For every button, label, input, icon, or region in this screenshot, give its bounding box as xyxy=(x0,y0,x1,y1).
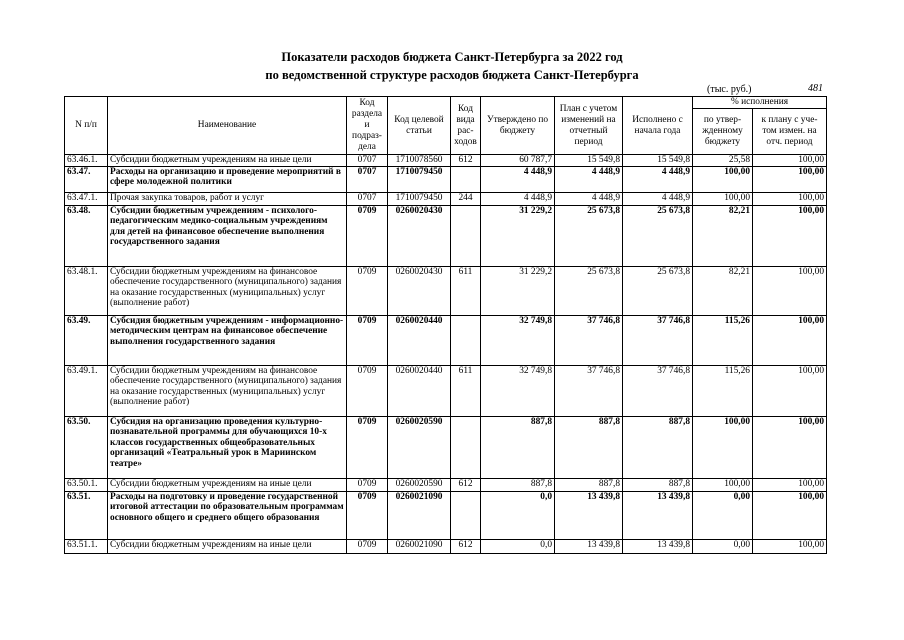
row-kind-code xyxy=(451,492,481,540)
row-target-code: 1710079450 xyxy=(388,167,451,193)
row-section-code: 0709 xyxy=(347,479,388,492)
row-section-code: 0707 xyxy=(347,155,388,167)
row-section-code: 0709 xyxy=(347,492,388,540)
row-approved: 887,8 xyxy=(481,479,555,492)
row-target-code: 0260020430 xyxy=(388,267,451,316)
budget-table xyxy=(64,96,827,554)
table-row xyxy=(65,366,827,417)
row-plan: 887,8 xyxy=(555,479,623,492)
row-num: 63.49.1. xyxy=(65,366,108,417)
title-line-1: Показатели расходов бюджета Санкт-Петербурга за 2022 год xyxy=(281,50,623,64)
row-name: Субсидии бюджетным учреждениям на иные цели xyxy=(108,155,347,167)
row-section-code: 0709 xyxy=(347,316,388,366)
row-pct-plan: 100,00 xyxy=(753,155,827,167)
row-approved: 31 229,2 xyxy=(481,206,555,267)
row-executed: 13 439,8 xyxy=(623,540,693,554)
row-section-code: 0709 xyxy=(347,366,388,417)
row-num: 63.50. xyxy=(65,417,108,479)
row-executed: 15 549,8 xyxy=(623,155,693,167)
row-target-code: 0260021090 xyxy=(388,492,451,540)
row-pct-budget: 100,00 xyxy=(693,417,753,479)
row-num: 63.49. xyxy=(65,316,108,366)
row-plan: 13 439,8 xyxy=(555,492,623,540)
row-kind-code: 611 xyxy=(451,267,481,316)
table-row xyxy=(65,267,827,316)
row-approved: 4 448,9 xyxy=(481,193,555,206)
row-pct-budget: 82,21 xyxy=(693,206,753,267)
header-name: Наименование xyxy=(108,97,347,155)
row-name: Расходы на подготовку и проведение государственной итоговой аттестации по образовательным программам основного общего и среднего общего образования xyxy=(108,492,347,540)
row-pct-plan: 100,00 xyxy=(753,366,827,417)
row-pct-budget: 100,00 xyxy=(693,193,753,206)
row-approved: 0,0 xyxy=(481,492,555,540)
row-kind-code xyxy=(451,417,481,479)
row-pct-budget: 0,00 xyxy=(693,540,753,554)
table-row xyxy=(65,206,827,267)
row-executed: 887,8 xyxy=(623,479,693,492)
row-plan: 887,8 xyxy=(555,417,623,479)
row-executed: 4 448,9 xyxy=(623,167,693,193)
row-target-code: 1710079450 xyxy=(388,193,451,206)
header-plan: План с учетом изменений на отчетный период xyxy=(555,97,623,155)
row-pct-plan: 100,00 xyxy=(753,492,827,540)
row-kind-code: 612 xyxy=(451,479,481,492)
row-executed: 25 673,8 xyxy=(623,267,693,316)
header-approved: Утверждено по бюджету xyxy=(481,97,555,155)
row-executed: 4 448,9 xyxy=(623,193,693,206)
row-plan: 37 746,8 xyxy=(555,366,623,417)
table-row xyxy=(65,492,827,540)
row-kind-code xyxy=(451,167,481,193)
table-row xyxy=(65,417,827,479)
table-body xyxy=(65,155,827,554)
row-approved: 0,0 xyxy=(481,540,555,554)
header-kind-code: Код вида рас-ходов xyxy=(451,97,481,155)
row-kind-code: 244 xyxy=(451,193,481,206)
row-num: 63.48.1. xyxy=(65,267,108,316)
header-num: N п/п xyxy=(65,97,108,155)
row-target-code: 0260020440 xyxy=(388,366,451,417)
row-section-code: 0709 xyxy=(347,540,388,554)
row-num: 63.47.1. xyxy=(65,193,108,206)
row-section-code: 0707 xyxy=(347,193,388,206)
row-name: Субсидии бюджетным учреждениям на финансовое обеспечение государственного (муниципального) задания на оказание государственных (муниципальных) услуг (выполнение работ) xyxy=(108,366,347,417)
row-plan: 25 673,8 xyxy=(555,206,623,267)
row-approved: 32 749,8 xyxy=(481,366,555,417)
row-kind-code: 611 xyxy=(451,366,481,417)
row-pct-plan: 100,00 xyxy=(753,540,827,554)
row-num: 63.46.1. xyxy=(65,155,108,167)
row-section-code: 0709 xyxy=(347,417,388,479)
row-name: Расходы на организацию и проведение мероприятий в сфере молодежной политики xyxy=(108,167,347,193)
row-approved: 32 749,8 xyxy=(481,316,555,366)
row-name: Субсидии бюджетным учреждениям на иные цели xyxy=(108,479,347,492)
row-num: 63.48. xyxy=(65,206,108,267)
row-target-code: 0260020590 xyxy=(388,479,451,492)
header-section-code: Код раздела и подраз-дела xyxy=(347,97,388,155)
title-line-2: по ведомственной структуре расходов бюджета Санкт-Петербурга xyxy=(265,68,639,82)
row-name: Прочая закупка товаров, работ и услуг xyxy=(108,193,347,206)
row-pct-plan: 100,00 xyxy=(753,417,827,479)
row-approved: 4 448,9 xyxy=(481,167,555,193)
row-pct-plan: 100,00 xyxy=(753,193,827,206)
row-pct-budget: 100,00 xyxy=(693,479,753,492)
row-executed: 25 673,8 xyxy=(623,206,693,267)
row-target-code: 0260020590 xyxy=(388,417,451,479)
row-pct-budget: 25,58 xyxy=(693,155,753,167)
row-approved: 60 787,7 xyxy=(481,155,555,167)
units-label: (тыс. руб.) xyxy=(707,84,752,95)
row-pct-budget: 100,00 xyxy=(693,167,753,193)
row-name: Субсидии бюджетным учреждениям на финансовое обеспечение государственного (муниципального) задания на оказание государственных (муниципальных) услуг (выполнение работ) xyxy=(108,267,347,316)
row-pct-plan: 100,00 xyxy=(753,206,827,267)
table-row xyxy=(65,540,827,554)
table-row xyxy=(65,316,827,366)
header-executed: Исполнено с начала года xyxy=(623,97,693,155)
row-section-code: 0709 xyxy=(347,206,388,267)
row-section-code: 0709 xyxy=(347,267,388,316)
row-kind-code: 612 xyxy=(451,540,481,554)
row-executed: 13 439,8 xyxy=(623,492,693,540)
row-target-code: 0260021090 xyxy=(388,540,451,554)
row-pct-budget: 115,26 xyxy=(693,366,753,417)
row-pct-plan: 100,00 xyxy=(753,267,827,316)
header-pct-budget: по утвер-жденному бюджету xyxy=(693,109,753,155)
row-plan: 13 439,8 xyxy=(555,540,623,554)
row-name: Субсидии бюджетным учреждениям на иные цели xyxy=(108,540,347,554)
row-executed: 37 746,8 xyxy=(623,316,693,366)
row-pct-budget: 82,21 xyxy=(693,267,753,316)
row-kind-code: 612 xyxy=(451,155,481,167)
table-row xyxy=(65,155,827,167)
header-percent: % исполнения xyxy=(693,97,827,109)
row-plan: 4 448,9 xyxy=(555,167,623,193)
row-kind-code xyxy=(451,206,481,267)
row-name: Субсидия бюджетным учреждениям - информационно-методическим центрам на финансовое обеспечение выполнения государственного задания xyxy=(108,316,347,366)
row-pct-plan: 100,00 xyxy=(753,479,827,492)
row-plan: 4 448,9 xyxy=(555,193,623,206)
row-executed: 37 746,8 xyxy=(623,366,693,417)
row-target-code: 1710078560 xyxy=(388,155,451,167)
row-plan: 25 673,8 xyxy=(555,267,623,316)
row-pct-plan: 100,00 xyxy=(753,316,827,366)
row-approved: 31 229,2 xyxy=(481,267,555,316)
row-section-code: 0707 xyxy=(347,167,388,193)
row-pct-plan: 100,00 xyxy=(753,167,827,193)
header-target-code: Код целевой статьи xyxy=(388,97,451,155)
row-kind-code xyxy=(451,316,481,366)
table-row xyxy=(65,193,827,206)
row-name: Субсидии бюджетным учреждениям - психолого-педагогическим медико-социальным учреждениям для детей на финансовое обеспечение выполнения государственного задания xyxy=(108,206,347,267)
row-executed: 887,8 xyxy=(623,417,693,479)
table-row xyxy=(65,479,827,492)
row-target-code: 0260020430 xyxy=(388,206,451,267)
row-num: 63.50.1. xyxy=(65,479,108,492)
page-number: 481 xyxy=(808,83,823,94)
row-num: 63.51.1. xyxy=(65,540,108,554)
row-pct-budget: 0,00 xyxy=(693,492,753,540)
row-pct-budget: 115,26 xyxy=(693,316,753,366)
row-approved: 887,8 xyxy=(481,417,555,479)
row-plan: 15 549,8 xyxy=(555,155,623,167)
row-num: 63.51. xyxy=(65,492,108,540)
header-pct-plan: к плану с уче-том измен. на отч. период xyxy=(753,109,827,155)
row-target-code: 0260020440 xyxy=(388,316,451,366)
row-plan: 37 746,8 xyxy=(555,316,623,366)
table-row xyxy=(65,167,827,193)
row-num: 63.47. xyxy=(65,167,108,193)
row-name: Субсидия на организацию проведения культурно-познавательной программы для обучающихся 10-х классов государственных общеобразовательных организаций «Театральный урок в Мариинском театре» xyxy=(108,417,347,479)
